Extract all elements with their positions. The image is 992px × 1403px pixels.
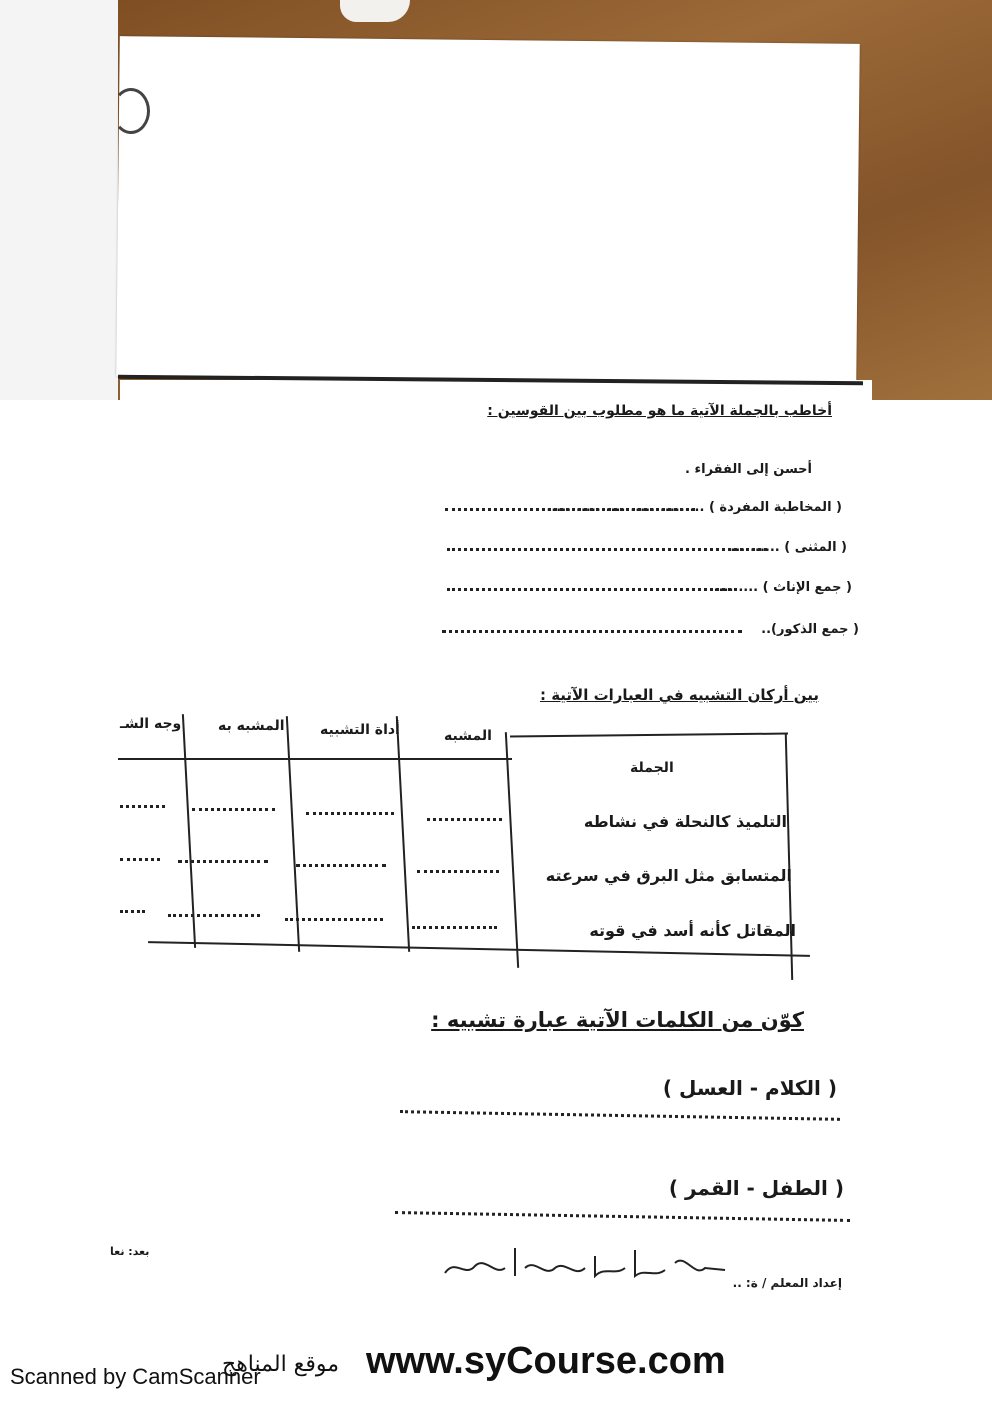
exercise1-item-dual: ( المثنى ) .......... [730,540,847,555]
table-column-divider [396,716,410,952]
column-header-tool: أداة التشبيه [320,722,400,738]
exercise3-word-pair: ( الطفل - القمر ) [668,1176,844,1200]
exercise2-instruction: بين أركان التشبيه في العبارات الآتية : [539,686,819,704]
answer-cell[interactable] [417,870,499,873]
answer-cell[interactable] [412,926,497,929]
table-row-sentence: المقاتل كأنه أسد في قوته [589,921,796,940]
table-column-divider [286,716,300,952]
partial-logo-seal [112,88,150,134]
answer-line[interactable] [445,508,695,511]
site-url[interactable]: www.syCourse.com [366,1340,726,1382]
column-header-sentence: الجملة [630,760,674,776]
answer-cell[interactable] [427,818,502,821]
answer-cell[interactable] [296,864,386,867]
site-name-arabic: موقع المناهج [222,1352,340,1377]
exercise3-word-pair: ( الكلام - العسل ) [662,1076,837,1100]
table-top-border [510,733,788,738]
table-header-border [118,758,512,760]
exercise1-item-singular-feminine: ( المخاطبة المفردة ) ................................ [546,500,842,515]
cut-off-text-fragment: بعد: نعا [110,1245,150,1258]
covering-paper-sheet [116,36,860,384]
table-right-border [785,734,793,980]
answer-line[interactable] [447,588,737,591]
answer-cell[interactable] [120,910,145,913]
answer-line[interactable] [442,630,742,633]
table-row-sentence: المتسابق مثل البرق في سرعته [545,866,792,885]
answer-cell[interactable] [178,860,268,863]
table-column-divider [182,714,196,948]
exercise1-sentence: أحسن إلى الفقراء . [685,462,812,477]
scanner-watermark: Scanned by CamScanner [10,1364,261,1389]
answer-cell[interactable] [192,808,275,811]
column-header-likened-to: المشبه به [218,718,285,734]
exercise3-instruction: كوّن من الكلمات الآتية عبارة تشبيه : [431,1008,804,1032]
answer-cell[interactable] [306,812,394,815]
column-header-likened: المشبه [444,728,492,744]
answer-cell[interactable] [120,858,160,861]
exercise1-item-masculine-plural: ( جمع الذكور).. [761,622,859,637]
handwritten-signature [440,1238,730,1293]
torn-paper-corner [340,0,410,22]
answer-cell[interactable] [285,918,383,921]
exercise1-instruction: أخاطب بالجملة الآتية ما هو مطلوب بين القوسين : [487,403,832,419]
table-column-divider [505,732,519,968]
answer-cell[interactable] [168,914,260,917]
answer-cell[interactable] [120,805,165,808]
prepared-by-label: إعداد المعلم / ة: .. [732,1276,842,1290]
table-row-sentence: التلميذ كالنحلة في نشاطه [583,812,787,831]
column-header-aspect: وجه الشـ [120,716,182,732]
answer-line[interactable] [447,548,767,551]
left-paper-strip [0,0,118,400]
table-bottom-border [148,941,810,957]
exercise1-item-feminine-plural: ( جمع الإناث ) .......... [708,580,852,595]
